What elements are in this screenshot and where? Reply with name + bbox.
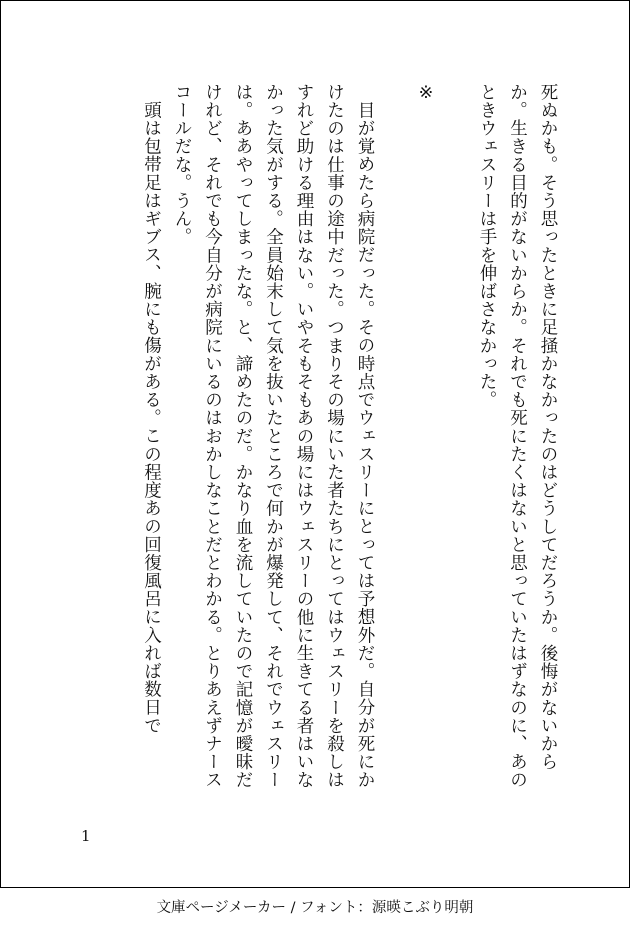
paragraph-injuries: 頭は包帯足はギブス、腕にも傷がある。この程度あの回復風呂に入れば数日で [141, 100, 162, 734]
paragraph-opening: 死ぬかも。そう思ったときに足掻かなかったのはどうしてだろうか。後悔がないからか。生きる目的がないからか。それでも死にたくはないと思っていたはずなのに、あのときウェスリーは手を伸ばさなかった。 [477, 83, 558, 789]
paragraph-hospital: 目が覚めたら病院だった。その時点でウェスリーにとっては予想外だ。自分が死にかけたのは仕事の途中だった。つまりその場にいた者たちにとってはウェスリーを殺しはすれど助ける理由はない。いやそもそもあの場にはウェスリーの他に生きてる者はいなかった気がする。全員始末して気を抜いたところで何かが爆発して、それでウェスリーは。ああやってしまったな。と、諦めたのだ。かなり血を流していたので記憶が曖昧だけれど、それでも今自分が病院にいるのはおかしなことだとわかる。とりあえずナースコールだな。うん。 [172, 83, 375, 789]
page-number: 1 [81, 827, 91, 845]
blank-line [441, 83, 472, 803]
footer-credit: 文庫ページメーカー / フォント：源暎こぶり明朝 [156, 900, 474, 916]
blank-line [380, 83, 411, 803]
novel-text-body [73, 83, 563, 803]
section-break-mark: ※ [416, 83, 436, 104]
